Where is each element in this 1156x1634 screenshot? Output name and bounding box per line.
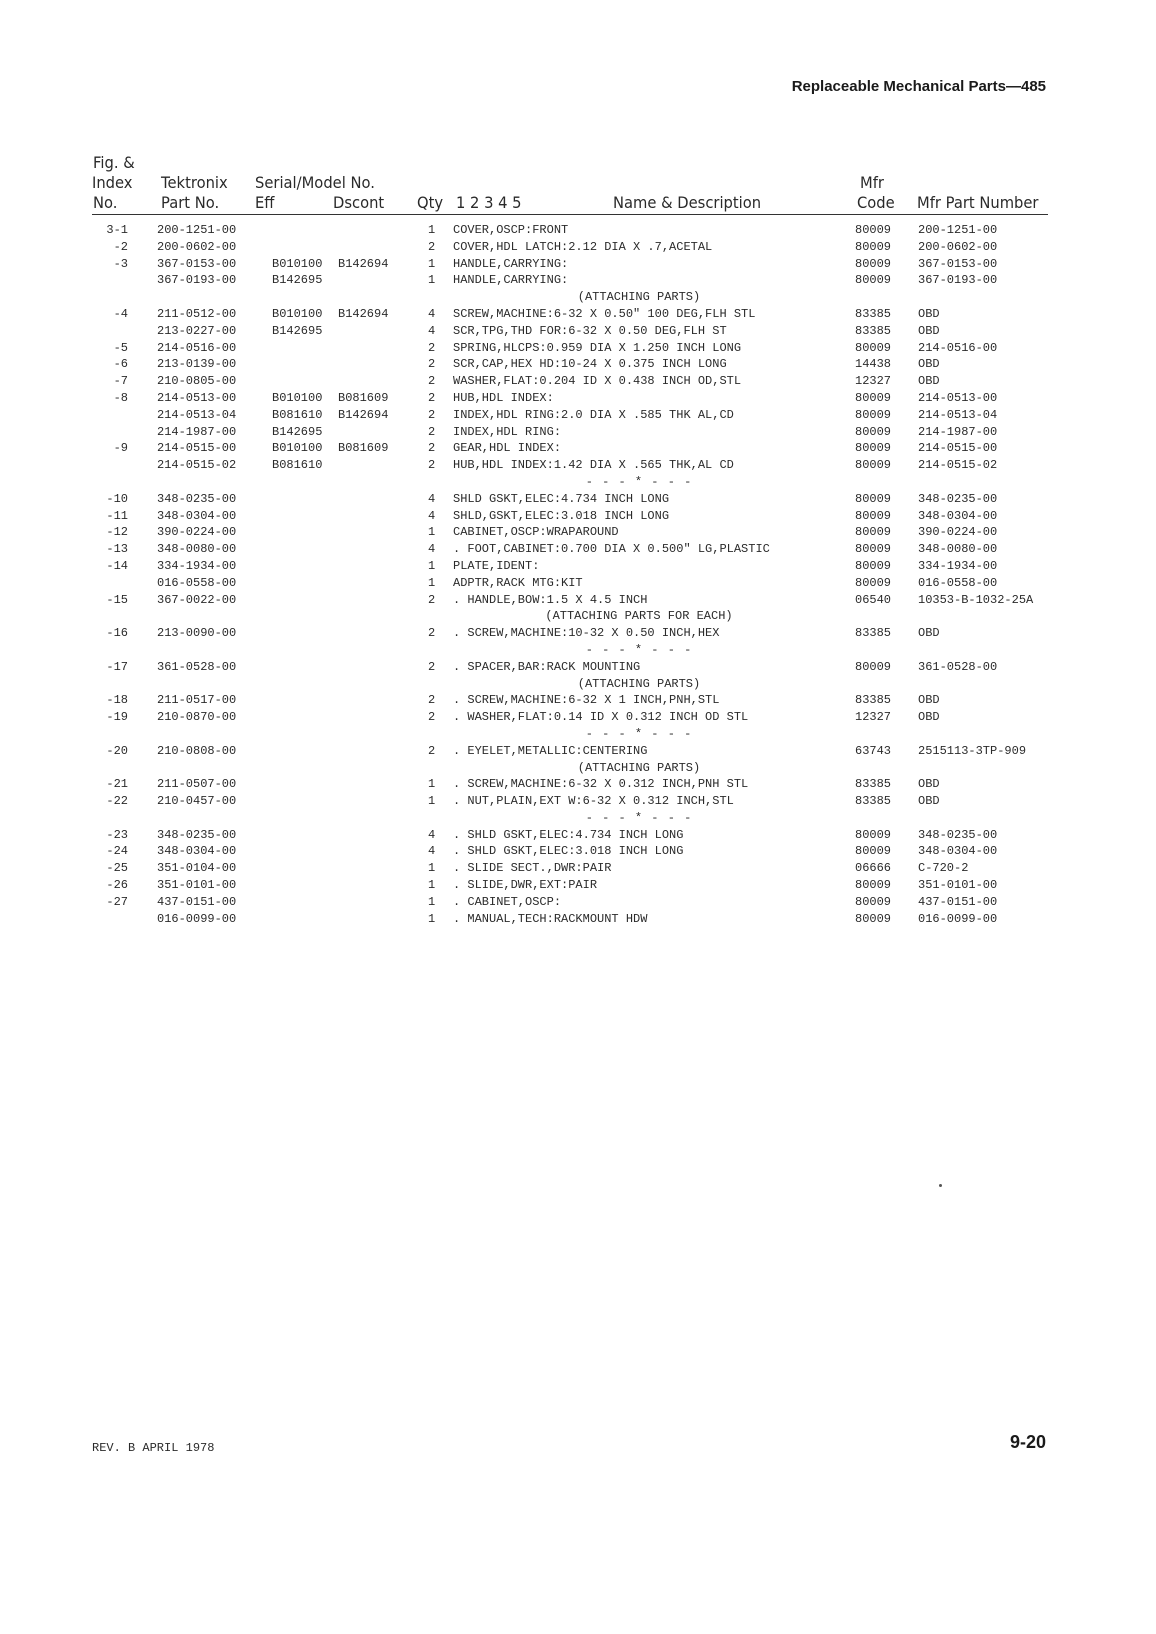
row-description: SCREW,MACHINE:6-32 X 0.50" 100 DEG,FLH STL: [453, 306, 756, 321]
row-mfr-code: 80009: [855, 911, 892, 926]
table-row: [0, 743, 1156, 760]
table-row: [0, 222, 1156, 239]
row-index: -13: [106, 542, 128, 557]
row-mfr-code: 83385: [855, 794, 892, 809]
row-part-number: 210-0805-00: [157, 374, 237, 389]
row-index: -5: [113, 340, 128, 355]
row-qty: 2: [428, 710, 436, 725]
row-eff: B142695: [272, 323, 323, 338]
row-mfr-part-number: 348-0235-00: [918, 827, 998, 842]
row-qty: 2: [428, 390, 436, 405]
row-mfr-code: 80009: [855, 558, 892, 573]
row-description: . WASHER,FLAT:0.14 ID X 0.312 INCH OD STL: [453, 710, 749, 725]
row-mfr-code: 80009: [855, 223, 892, 237]
row-index: -23: [106, 827, 128, 842]
row-mfr-part-number: OBD: [918, 710, 940, 725]
table-row: [0, 524, 1156, 541]
row-mfr-code: 12327: [855, 710, 892, 725]
row-mfr-part-number: 351-0101-00: [918, 878, 998, 893]
page-header-title: Replaceable Mechanical Parts—485: [791, 78, 1046, 95]
row-mfr-part-number: 437-0151-00: [918, 894, 998, 909]
table-row: [0, 457, 1156, 474]
row-part-number: 211-0517-00: [157, 693, 237, 708]
row-qty: 2: [428, 743, 436, 758]
row-mfr-part-number: OBD: [918, 693, 940, 708]
row-mfr-part-number: 10353-B-1032-25A: [918, 592, 1034, 607]
row-description: SCR,TPG,THD FOR:6-32 X 0.50 DEG,FLH ST: [453, 323, 727, 338]
table-row-note: [0, 474, 1156, 491]
row-description: . SLIDE SECT.,DWR:PAIR: [453, 861, 612, 876]
row-description: SCR,CAP,HEX HD:10-24 X 0.375 INCH LONG: [453, 357, 727, 372]
row-description: . SHLD GSKT,ELEC:3.018 INCH LONG: [453, 844, 684, 859]
row-mfr-code: 80009: [855, 575, 892, 590]
row-index: -4: [113, 306, 128, 321]
row-mfr-code: 80009: [855, 424, 892, 439]
table-row: [0, 407, 1156, 424]
col-mfr-part-number: Mfr Part Number: [917, 193, 1039, 212]
table-row: [0, 256, 1156, 273]
row-part-number: 348-0304-00: [157, 844, 237, 859]
row-mfr-part-number: 348-0080-00: [918, 542, 998, 557]
row-description: SPRING,HLCPS:0.959 DIA X 1.250 INCH LONG: [453, 340, 742, 355]
row-description: ADPTR,RACK MTG:KIT: [453, 575, 583, 590]
row-part-number: 016-0558-00: [157, 575, 237, 590]
row-mfr-part-number: 016-0099-00: [918, 911, 998, 926]
table-row: [0, 239, 1156, 256]
row-part-number: 214-0516-00: [157, 340, 237, 355]
row-qty: 1: [428, 223, 436, 237]
row-mfr-code: 80009: [855, 542, 892, 557]
row-part-number: 390-0224-00: [157, 525, 237, 540]
row-qty: 2: [428, 626, 436, 641]
row-qty: 1: [428, 911, 436, 926]
row-mfr-code: 80009: [855, 844, 892, 859]
row-description: . CABINET,OSCP:: [453, 894, 562, 909]
row-qty: 4: [428, 306, 436, 321]
row-index: -3: [113, 256, 128, 271]
row-eff: B081610: [272, 458, 323, 473]
row-part-number: 210-0808-00: [157, 743, 237, 758]
row-mfr-code: 80009: [855, 256, 892, 271]
row-mfr-part-number: 214-0513-00: [918, 390, 998, 405]
header-rule: [92, 214, 1048, 215]
table-row: [0, 776, 1156, 793]
row-mfr-code: 80009: [855, 239, 892, 254]
row-eff: B081610: [272, 407, 323, 422]
row-qty: 1: [428, 777, 436, 792]
row-qty: 1: [428, 794, 436, 809]
row-dscont: B142694: [338, 256, 389, 271]
row-mfr-part-number: 348-0304-00: [918, 508, 998, 523]
row-description: WASHER,FLAT:0.204 ID X 0.438 INCH OD,STL: [453, 374, 742, 389]
row-description: . EYELET,METALLIC:CENTERING: [453, 743, 648, 758]
col-mfr-code: Code: [857, 193, 895, 212]
row-qty: 2: [428, 340, 436, 355]
row-mfr-code: 80009: [855, 491, 892, 506]
row-mfr-part-number: OBD: [918, 794, 940, 809]
row-qty: 1: [428, 256, 436, 271]
row-qty: 1: [428, 525, 436, 540]
row-eff: B010100: [272, 390, 323, 405]
table-row: [0, 340, 1156, 357]
table-row: [0, 575, 1156, 592]
row-part-number: 210-0870-00: [157, 710, 237, 725]
table-row: [0, 709, 1156, 726]
row-mfr-part-number: OBD: [918, 374, 940, 389]
row-mfr-code: 80009: [855, 878, 892, 893]
revision-note: REV. B APRIL 1978: [92, 1441, 215, 1455]
row-mfr-code: 80009: [855, 441, 892, 456]
row-qty: 4: [428, 827, 436, 842]
row-qty: 2: [428, 592, 436, 607]
row-qty: 2: [428, 239, 436, 254]
row-part-number: 334-1934-00: [157, 558, 237, 573]
row-mfr-part-number: 214-0515-00: [918, 441, 998, 456]
row-description: HANDLE,CARRYING:: [453, 273, 569, 288]
row-qty: 4: [428, 491, 436, 506]
row-qty: 2: [428, 407, 436, 422]
row-index: -15: [106, 592, 128, 607]
row-part-number: 213-0090-00: [157, 626, 237, 641]
row-note: - - - * - - -: [585, 474, 693, 489]
row-qty: 4: [428, 323, 436, 338]
table-row: [0, 356, 1156, 373]
page-number: 9-20: [1009, 1432, 1046, 1452]
row-mfr-part-number: OBD: [918, 323, 940, 338]
col-dscont: Dscont: [333, 193, 385, 212]
row-mfr-code: 80009: [855, 508, 892, 523]
row-qty: 2: [428, 424, 436, 439]
row-mfr-code: 83385: [855, 306, 892, 321]
col-name-description: Name & Description: [613, 193, 762, 212]
row-mfr-code: 83385: [855, 626, 892, 641]
table-row: [0, 692, 1156, 709]
table-row: [0, 592, 1156, 609]
table-row-note: [0, 608, 1156, 625]
row-mfr-part-number: 214-0515-02: [918, 458, 998, 473]
row-qty: 2: [428, 374, 436, 389]
row-mfr-part-number: 390-0224-00: [918, 525, 998, 540]
row-description: HUB,HDL INDEX:1.42 DIA X .565 THK,AL CD: [453, 458, 734, 473]
row-dscont: B081609: [338, 441, 389, 456]
row-mfr-code: 80009: [855, 525, 892, 540]
row-eff: B142695: [272, 273, 323, 288]
table-row: [0, 323, 1156, 340]
row-mfr-part-number: 2515113-3TP-909: [918, 743, 1027, 758]
row-index: -16: [106, 626, 128, 641]
row-index: -2: [113, 239, 128, 254]
row-mfr-part-number: 334-1934-00: [918, 558, 998, 573]
table-row-note: [0, 810, 1156, 827]
table-row: [0, 541, 1156, 558]
table-row: [0, 440, 1156, 457]
row-part-number: 213-0227-00: [157, 323, 237, 338]
table-row: [0, 508, 1156, 525]
row-index: -25: [106, 861, 128, 876]
row-part-number: 214-0515-02: [157, 458, 237, 473]
row-mfr-part-number: 348-0304-00: [918, 844, 998, 859]
row-index: -17: [106, 659, 128, 674]
table-row-note: [0, 289, 1156, 306]
col-tektronix-line2: Part No.: [161, 193, 220, 212]
row-mfr-code: 80009: [855, 458, 892, 473]
col-fig-line3: No.: [93, 193, 118, 212]
row-description: SHLD GSKT,ELEC:4.734 INCH LONG: [453, 491, 670, 506]
row-mfr-code: 80009: [855, 659, 892, 674]
row-part-number: 367-0193-00: [157, 273, 237, 288]
row-index: -19: [106, 710, 128, 725]
table-row: [0, 860, 1156, 877]
row-index: -11: [106, 508, 128, 523]
table-row-note: [0, 726, 1156, 743]
row-dscont: B142694: [338, 407, 389, 422]
row-qty: 1: [428, 878, 436, 893]
row-qty: 2: [428, 441, 436, 456]
row-description: HANDLE,CARRYING:: [453, 256, 569, 271]
row-part-number: 348-0235-00: [157, 827, 237, 842]
row-qty: 4: [428, 844, 436, 859]
row-eff: B010100: [272, 256, 323, 271]
row-mfr-part-number: 200-0602-00: [918, 239, 998, 254]
row-part-number: 200-0602-00: [157, 239, 237, 254]
row-mfr-part-number: 367-0153-00: [918, 256, 998, 271]
row-description: INDEX,HDL RING:2.0 DIA X .585 THK AL,CD: [453, 407, 734, 422]
row-mfr-part-number: OBD: [918, 777, 940, 792]
row-index: -7: [113, 374, 128, 389]
row-index: -27: [106, 894, 128, 909]
table-row: [0, 390, 1156, 407]
row-part-number: 214-0513-04: [157, 407, 237, 422]
row-eff: B142695: [272, 424, 323, 439]
row-mfr-part-number: OBD: [918, 357, 940, 372]
table-row: [0, 306, 1156, 323]
row-qty: 1: [428, 575, 436, 590]
row-index: -18: [106, 693, 128, 708]
row-qty: 1: [428, 558, 436, 573]
row-note: (ATTACHING PARTS): [577, 290, 701, 305]
col-fig-line1: Fig. &: [93, 153, 135, 172]
row-description: . NUT,PLAIN,EXT W:6-32 X 0.312 INCH,STL: [453, 794, 734, 809]
table-row: [0, 659, 1156, 676]
table-row: [0, 843, 1156, 860]
row-index: -22: [106, 794, 128, 809]
row-qty: 2: [428, 693, 436, 708]
row-mfr-code: 80009: [855, 340, 892, 355]
row-mfr-part-number: 200-1251-00: [918, 223, 998, 237]
row-qty: 1: [428, 861, 436, 876]
col-levels: 1 2 3 4 5: [456, 193, 522, 212]
row-description: . SLIDE,DWR,EXT:PAIR: [453, 878, 598, 893]
row-index: 3-1: [106, 223, 128, 237]
table-row-note: [0, 676, 1156, 693]
table-row: [0, 894, 1156, 911]
row-qty: 2: [428, 357, 436, 372]
row-mfr-code: 80009: [855, 273, 892, 288]
row-qty: 1: [428, 894, 436, 909]
row-description: INDEX,HDL RING:: [453, 424, 562, 439]
row-mfr-code: 14438: [855, 357, 892, 372]
row-description: COVER,HDL LATCH:2.12 DIA X .7,ACETAL: [453, 239, 713, 254]
row-mfr-code: 83385: [855, 777, 892, 792]
row-part-number: 348-0235-00: [157, 491, 237, 506]
row-mfr-code: 80009: [855, 827, 892, 842]
row-description: . SPACER,BAR:RACK MOUNTING: [453, 659, 641, 674]
row-mfr-code: 06666: [855, 861, 892, 876]
row-mfr-code: 63743: [855, 743, 892, 758]
row-eff: B010100: [272, 306, 323, 321]
row-index: -10: [106, 491, 128, 506]
row-qty: 1: [428, 273, 436, 288]
table-row: [0, 491, 1156, 508]
row-description: COVER,OSCP:FRONT: [453, 223, 569, 237]
row-mfr-part-number: 214-0513-04: [918, 407, 998, 422]
row-part-number: 200-1251-00: [157, 223, 237, 237]
row-index: -21: [106, 777, 128, 792]
row-description: . SCREW,MACHINE:6-32 X 1 INCH,PNH,STL: [453, 693, 720, 708]
table-row: [0, 793, 1156, 810]
row-dscont: B081609: [338, 390, 389, 405]
row-part-number: 351-0101-00: [157, 878, 237, 893]
row-index: -6: [113, 357, 128, 372]
row-dscont: B142694: [338, 306, 389, 321]
row-part-number: 214-0513-00: [157, 390, 237, 405]
row-mfr-code: 80009: [855, 407, 892, 422]
row-part-number: 361-0528-00: [157, 659, 237, 674]
row-mfr-code: 06540: [855, 592, 892, 607]
row-mfr-part-number: 348-0235-00: [918, 491, 998, 506]
row-description: . SCREW,MACHINE:6-32 X 0.312 INCH,PNH STL: [453, 777, 749, 792]
row-qty: 2: [428, 458, 436, 473]
row-index: -26: [106, 878, 128, 893]
row-part-number: 367-0153-00: [157, 256, 237, 271]
row-mfr-part-number: OBD: [918, 626, 940, 641]
row-note: - - - * - - -: [585, 642, 693, 657]
row-mfr-part-number: 016-0558-00: [918, 575, 998, 590]
row-part-number: 016-0099-00: [157, 911, 237, 926]
parts-table: [0, 222, 1156, 927]
row-description: CABINET,OSCP:WRAPAROUND: [453, 525, 619, 540]
row-index: -14: [106, 558, 128, 573]
row-part-number: 213-0139-00: [157, 357, 237, 372]
col-qty: Qty: [417, 193, 444, 212]
row-description: . SHLD GSKT,ELEC:4.734 INCH LONG: [453, 827, 684, 842]
row-qty: 2: [428, 659, 436, 674]
row-description: HUB,HDL INDEX:: [453, 390, 554, 405]
row-part-number: 211-0512-00: [157, 306, 237, 321]
row-part-number: 367-0022-00: [157, 592, 237, 607]
row-description: GEAR,HDL INDEX:: [453, 441, 562, 456]
row-description: SHLD,GSKT,ELEC:3.018 INCH LONG: [453, 508, 670, 523]
row-description: . HANDLE,BOW:1.5 X 4.5 INCH: [453, 592, 648, 607]
table-row: [0, 827, 1156, 844]
col-mfr-line1: Mfr: [860, 173, 884, 192]
row-description: . MANUAL,TECH:RACKMOUNT HDW: [453, 911, 648, 926]
row-part-number: 214-0515-00: [157, 441, 237, 456]
row-mfr-code: 83385: [855, 693, 892, 708]
row-description: . SCREW,MACHINE:10-32 X 0.50 INCH,HEX: [453, 626, 720, 641]
row-mfr-code: 80009: [855, 894, 892, 909]
row-index: -8: [113, 390, 128, 405]
row-note: (ATTACHING PARTS FOR EACH): [545, 609, 733, 624]
row-part-number: 437-0151-00: [157, 894, 237, 909]
row-part-number: 210-0457-00: [157, 794, 237, 809]
row-note: (ATTACHING PARTS): [577, 676, 701, 691]
table-row: [0, 373, 1156, 390]
row-mfr-code: 83385: [855, 323, 892, 338]
row-part-number: 211-0507-00: [157, 777, 237, 792]
row-eff: B010100: [272, 441, 323, 456]
col-fig-line2: Index: [92, 173, 133, 192]
table-row: [0, 272, 1156, 289]
row-index: -24: [106, 844, 128, 859]
row-part-number: 348-0304-00: [157, 508, 237, 523]
table-row-note: [0, 642, 1156, 659]
row-mfr-part-number: 214-1987-00: [918, 424, 998, 439]
table-row: [0, 877, 1156, 894]
row-index: -9: [113, 441, 128, 456]
row-note: (ATTACHING PARTS): [577, 760, 701, 775]
col-tektronix-line1: Tektronix: [161, 173, 228, 192]
row-mfr-part-number: OBD: [918, 306, 940, 321]
table-row: [0, 424, 1156, 441]
row-part-number: 348-0080-00: [157, 542, 237, 557]
row-mfr-part-number: 361-0528-00: [918, 659, 998, 674]
col-eff: Eff: [255, 193, 275, 212]
row-note: - - - * - - -: [585, 726, 693, 741]
table-row: [0, 911, 1156, 928]
row-description: . FOOT,CABINET:0.700 DIA X 0.500" LG,PLASTIC: [453, 542, 770, 557]
row-description: PLATE,IDENT:: [453, 558, 540, 573]
row-qty: 4: [428, 542, 436, 557]
row-mfr-part-number: 214-0516-00: [918, 340, 998, 355]
row-note: - - - * - - -: [585, 810, 693, 825]
row-index: -12: [106, 525, 128, 540]
scan-speck: [939, 1184, 942, 1187]
table-row: [0, 558, 1156, 575]
table-row: [0, 625, 1156, 642]
row-mfr-code: 80009: [855, 390, 892, 405]
col-serial-model: Serial/Model No.: [255, 173, 375, 192]
row-part-number: 214-1987-00: [157, 424, 237, 439]
row-mfr-code: 12327: [855, 374, 892, 389]
row-part-number: 351-0104-00: [157, 861, 237, 876]
row-qty: 4: [428, 508, 436, 523]
table-row-note: [0, 760, 1156, 777]
row-index: -20: [106, 743, 128, 758]
row-mfr-part-number: 367-0193-00: [918, 273, 998, 288]
row-mfr-part-number: C-720-2: [918, 861, 969, 876]
